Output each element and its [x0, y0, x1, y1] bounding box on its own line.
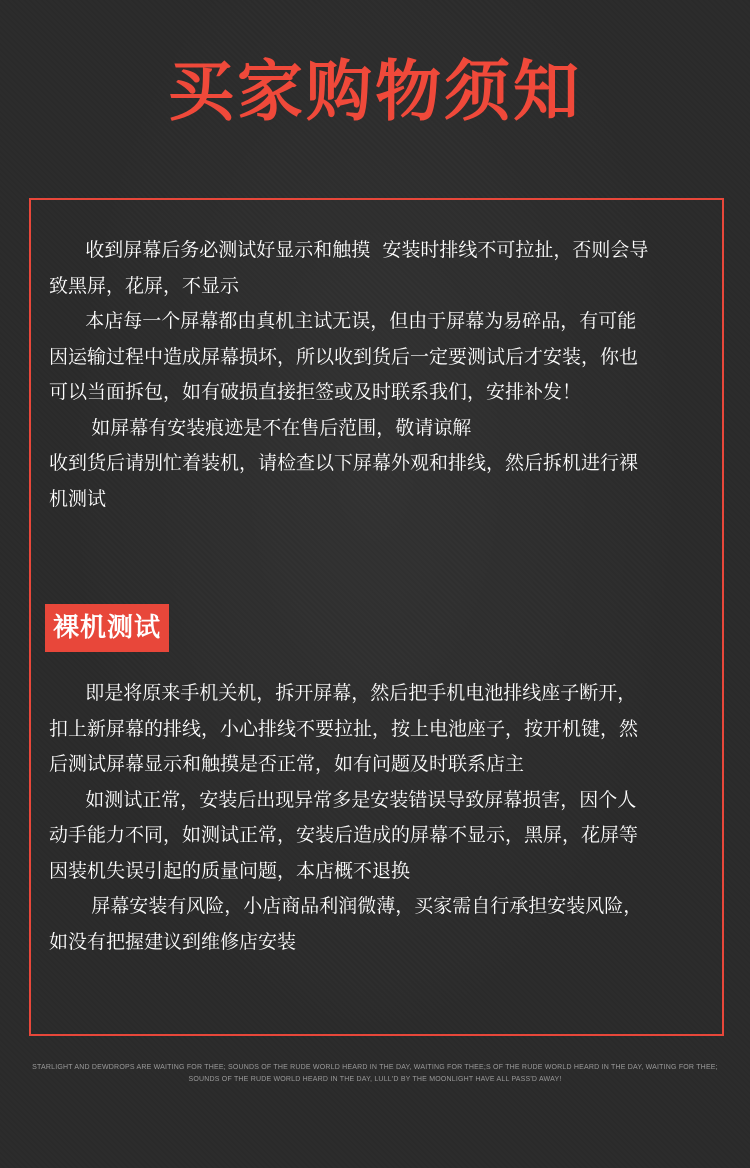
section-heading-bare-test: 裸机测试: [45, 604, 169, 652]
notice-text: 收到屏幕后务必测试好显示和触摸 安装时排线不可拉扯，否则会导 致黑屏，花屏，不显示 本店每一个屏幕都由真机主试无误，但由于屏幕为易碎品，有可能 因运输过程中造成屏幕损坏，所以收到货后一定要测试后才安装，你也 可以当面拆包，如有破损直接拒签或及时联系我们，安排补发！ 如屏幕有安装痕迹是不在售后范围，敬请谅解 收到货后请别忙着装机，请检查以下屏幕外观和排线，然后拆机进行裸 机测试: [49, 239, 649, 510]
footer-line-1: STARLIGHT AND DEWDROPS ARE WAITING FOR THEE; SOUNDS OF THE RUDE WORLD HEARD IN THE DAY, WAITING FOR THEE;S OF THE RUDE WORLD HEARD IN THE DAY, WAITING FOR THEE;: [32, 1064, 718, 1071]
section-body-text: 即是将原来手机关机，拆开屏幕，然后把手机电池排线座子断开， 扣上新屏幕的排线，小心排线不要拉扯，按上电池座子，按开机键，然 后测试屏幕显示和触摸是否正常，如有问题及时联系店主 如测试正常，安装后出现异常多是安装错误导致屏幕损害，因个人 动手能力不同，如测试正常，安装后造成的屏幕不显示，黑屏，花屏等 因装机失误引起的质量问题，本店概不退换 屏幕安装有风险，小店商品利润微薄，买家需自行承担安装风险， 如没有把握建议到维修店安装: [49, 682, 643, 953]
footer-line-2: SOUNDS OF THE RUDE WORLD HEARD IN THE DAY, LULL'D BY THE MOONLIGHT HAVE ALL PASS'D AWAY!: [188, 1076, 562, 1083]
footer-decorative-text: [20, 1062, 730, 1086]
page-title: 买家购物须知: [168, 53, 582, 130]
